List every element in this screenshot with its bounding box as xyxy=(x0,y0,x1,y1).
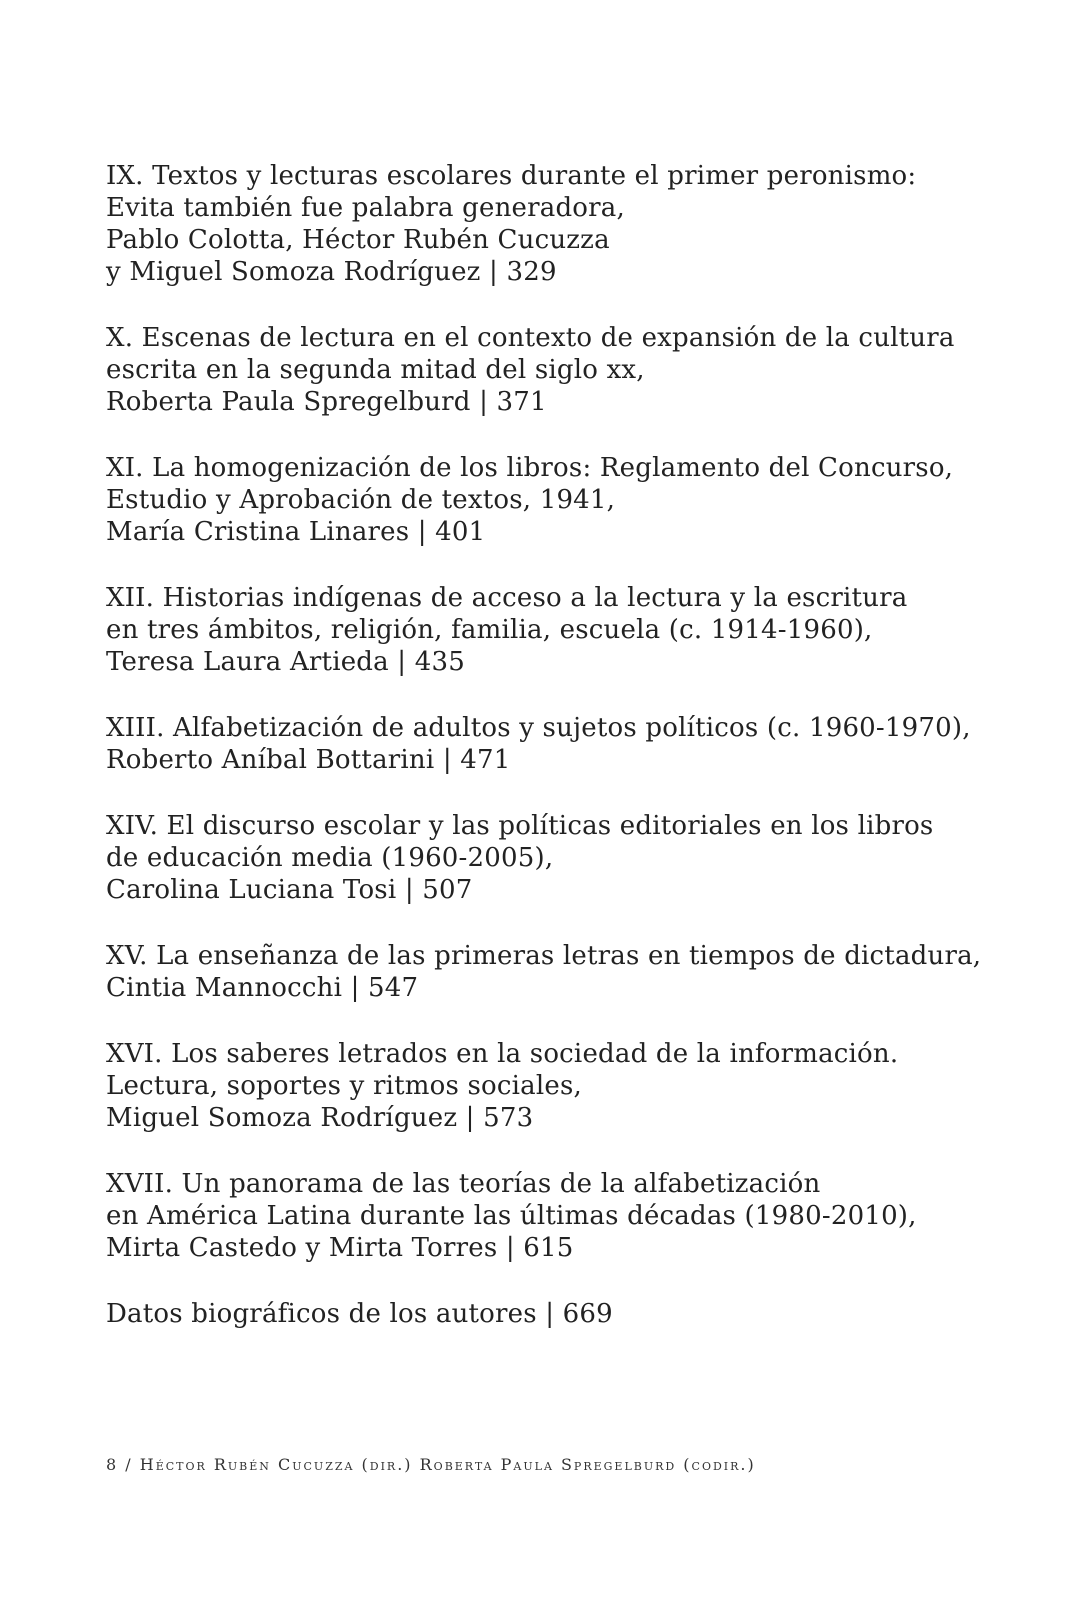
toc-entry-xiii xyxy=(106,712,971,776)
toc-entry-line: de educación media (1960-2005), xyxy=(106,843,554,873)
toc-entry-xi xyxy=(106,452,954,548)
toc-entry-line: X. Escenas de lectura en el contexto de expansión de la cultura xyxy=(106,323,955,353)
toc-entry-line: XI. La homogenización de los libros: Reglamento del Concurso, xyxy=(106,453,954,483)
toc-entry-line: XV. La enseñanza de las primeras letras en tiempos de dictadura, xyxy=(106,941,982,971)
toc-entry-line: Teresa Laura Artieda | 435 xyxy=(106,647,465,677)
toc-entry-line: en América Latina durante las últimas décadas (1980-2010), xyxy=(106,1201,917,1231)
toc-entry-biographies xyxy=(106,1298,926,1330)
toc-entry-line: Datos biográficos de los autores | 669 xyxy=(106,1299,613,1329)
toc-entry-line: XIV. El discurso escolar y las políticas editoriales en los libros xyxy=(106,811,934,841)
toc-entry-line: Roberto Aníbal Bottarini | 471 xyxy=(106,745,511,775)
toc-entry-line: Pablo Colotta, Héctor Rubén Cucuzza xyxy=(106,225,610,255)
toc-entry-line: y Miguel Somoza Rodríguez | 329 xyxy=(106,257,557,287)
toc-entry-line: en tres ámbitos, religión, familia, escuela (c. 1914-1960), xyxy=(106,615,873,645)
toc-entry-line: Cintia Mannocchi | 547 xyxy=(106,973,419,1003)
toc-entry-line: Roberta Paula Spregelburd | 371 xyxy=(106,387,547,417)
toc-entry-xv xyxy=(106,940,982,1004)
toc-entry-line: Miguel Somoza Rodríguez | 573 xyxy=(106,1103,534,1133)
toc-entry-line: XIII. Alfabetización de adultos y sujetos políticos (c. 1960-1970), xyxy=(106,713,971,743)
toc-entry-line: María Cristina Linares | 401 xyxy=(106,517,486,547)
toc-entry-line: Carolina Luciana Tosi | 507 xyxy=(106,875,473,905)
toc-entry-line: Mirta Castedo y Mirta Torres | 615 xyxy=(106,1233,574,1263)
toc-entry-line: escrita en la segunda mitad del siglo xx, xyxy=(106,355,645,385)
page-footer: 8 / Héctor Rubén Cucuzza (dir.) Roberta Paula Spregelburd (codir.) xyxy=(106,1455,756,1474)
toc-entry-line: XVI. Los saberes letrados en la sociedad de la información. xyxy=(106,1039,899,1069)
toc-entry-line: Evita también fue palabra generadora, xyxy=(106,193,625,223)
toc-entry-ix xyxy=(106,160,926,288)
toc-entry-x xyxy=(106,322,955,418)
toc-entry-xvi xyxy=(106,1038,926,1134)
toc-entry-line: IX. Textos y lecturas escolares durante el primer peronismo: xyxy=(106,161,917,191)
toc-entry-line: XVII. Un panorama de las teorías de la alfabetización xyxy=(106,1169,821,1199)
toc-entry-line: Estudio y Aprobación de textos, 1941, xyxy=(106,485,616,515)
toc-entry-xii xyxy=(106,582,926,678)
table-of-contents xyxy=(106,160,982,1364)
toc-entry-line: XII. Historias indígenas de acceso a la lectura y la escritura xyxy=(106,583,908,613)
toc-entry-line: Lectura, soportes y ritmos sociales, xyxy=(106,1071,582,1101)
toc-entry-xiv xyxy=(106,810,934,906)
toc-entry-xvii xyxy=(106,1168,926,1264)
